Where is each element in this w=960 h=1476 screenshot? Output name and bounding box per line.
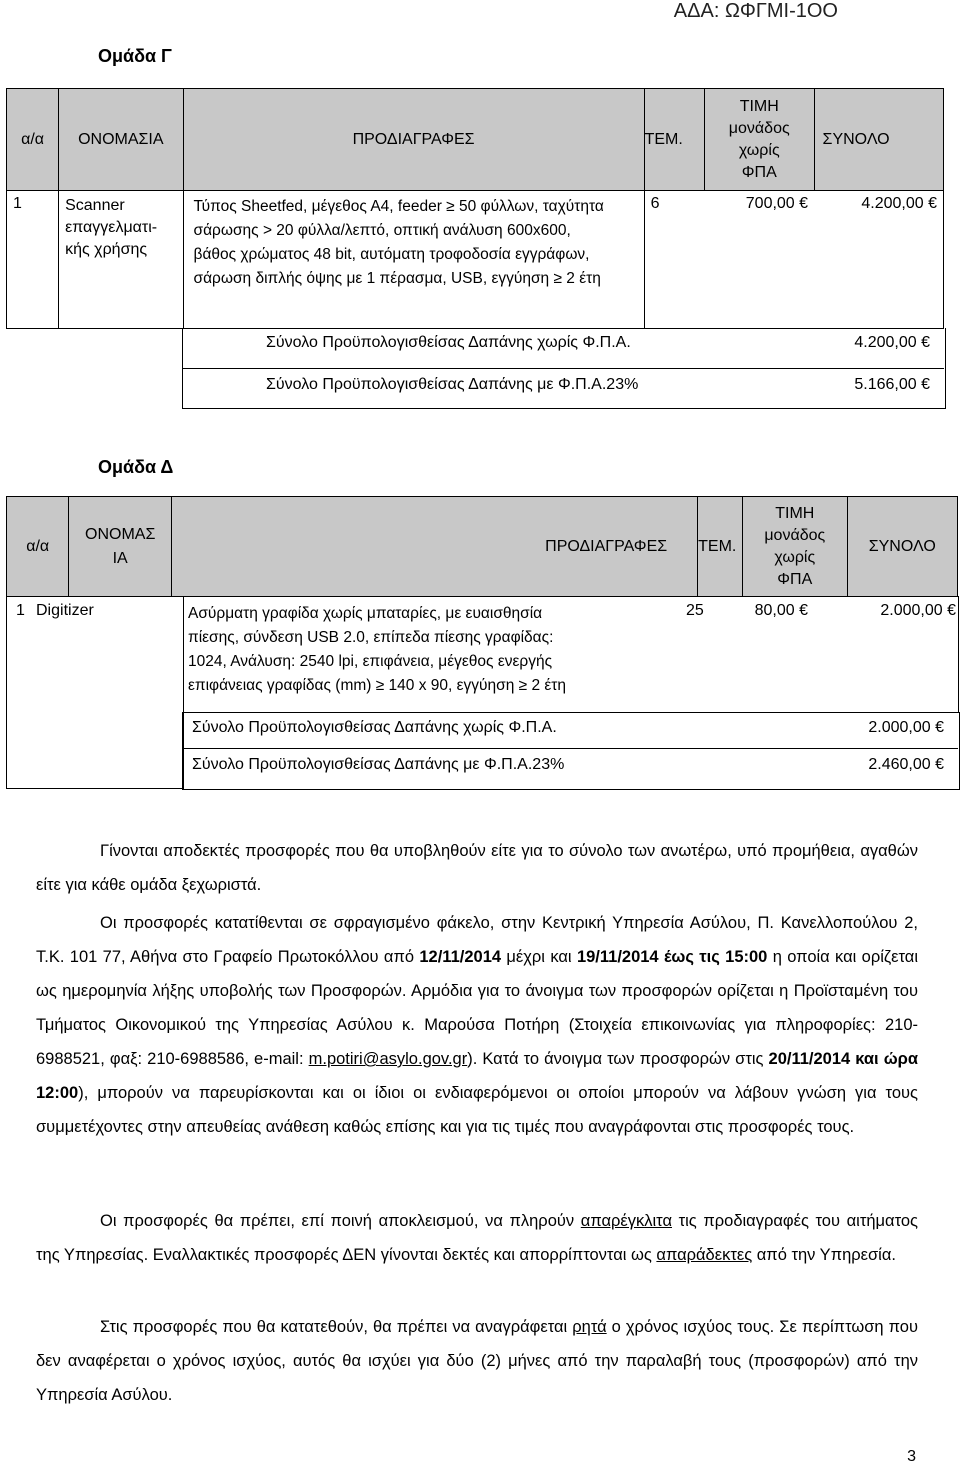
group-d-title: Ομάδα Δ xyxy=(98,457,174,477)
group-d-row-name: Digitizer xyxy=(36,602,94,619)
group-d-row-qty: 25 xyxy=(686,602,704,619)
col-unit-price: ΤΙΜΗ μονάδος χωρίς ΦΠΑ xyxy=(704,89,814,191)
group-d-row-total: 2.000,00 € xyxy=(880,602,956,619)
group-g-title: Ομάδα Γ xyxy=(98,46,172,66)
group-g-total-vat: Σύνολο Προϋπολογισθείσας Δαπάνης με Φ.Π.Α.23% 5.166,00 € xyxy=(266,376,930,393)
paragraph-4: Στις προσφορές που θα κατατεθούν, θα πρέπει να αναγράφεται ρητά ο χρόνος ισχύος τους. Σε περίπτωση που δεν αναφέρεται ο χρόνος ισχύος, αυτός θα ισχύει για δύο (2) μήνες από την παραλαβή τους (προσφορών) από την Υπηρεσία Ασύλου. xyxy=(36,1318,918,1404)
paragraph-3: Οι προσφορές θα πρέπει, επί ποινή αποκλεισμού, να πληρούν απαρέγκλιτα τις προδιαγραφές του αιτήματος της Υπηρεσίας. Εναλλακτικές προσφορές ΔΕΝ γίνονται δεκτές και απορρίπτονται ως απαράδεκτες από την Υπηρεσία. xyxy=(36,1212,918,1264)
row-unit-price: 700,00 € xyxy=(704,191,814,329)
group-d-row-aa: 1 xyxy=(16,602,25,619)
group-d-total-vat: Σύνολο Προϋπολογισθείσας Δαπάνης με Φ.Π.Α.23% 2.460,00 € xyxy=(192,756,944,773)
ada-code: ΑΔΑ: ΩΦΓΜΙ-1ΟΟ xyxy=(673,0,838,22)
group-d-total-no-vat: Σύνολο Προϋπολογισθείσας Δαπάνης χωρίς Φ.Π.Α. 2.000,00 € xyxy=(192,719,944,736)
paragraph-2: Οι προσφορές κατατίθενται σε σφραγισμένο φάκελο, στην Κεντρική Υπηρεσία Ασύλου, Π. Κανελλοπούλου 2, Τ.Κ. 101 77, Αθήνα στο Γραφείο Πρωτοκόλλου από 12/11/2014 μέχρι και 19/11/2014 έως τις 15:00 η οποία και ορίζεται ως ημερομηνία λήξης υποβολής των Προσφορών. Αρμόδια για το άνοιγμα των προσφορών ορίζεται η Προϊσταμένη του Τμήματος Οικονομικού της Υπηρεσίας Ασύλου κ. Μαρούσα Ποτήρη (Στοιχεία επικοινωνίας για πληροφορίες: 210-6988521, φαξ: 210-6988586, e-mail: m.potiri@asylo.gov.gr). Κατά το άνοιγμα των προσφορών στις 20/11/2014 και ώρα 12:00), μπορούν να παρευρίσκονται και οι ίδιοι οι ενδιαφερόμενοι οι οποίοι μπορούν να λάβουν γνώση για τους συμμετέχοντες στην απευθείας ανάθεση καθώς επίσης και για τις τιμές που αναγράφονται στις προσφορές τους. xyxy=(36,914,919,1136)
row-qty: 6 xyxy=(644,191,704,329)
group-g-table xyxy=(6,88,944,329)
col-name: ΟΝΟΜΑΣΙΑ xyxy=(59,89,183,191)
row-aa: 1 xyxy=(7,191,59,329)
col-specs: ΠΡΟΔΙΑΓΡΑΦΕΣ xyxy=(183,89,644,191)
paragraph-1: Γίνονται αποδεκτές προσφορές που θα υποβληθούν είτε για το σύνολο των ανωτέρω, υπό προμήθεια, αγαθών είτε για κάθε ομάδα ξεχωριστά. xyxy=(36,842,918,894)
row-name: Scanner επαγγελματι- κής χρήσης xyxy=(59,191,183,329)
group-d-row-specs: Ασύρματη γραφίδα χωρίς μπαταρίες, με ευαισθησία πίεσης, σύνδεση USB 2.0, επίπεδα πίεσης γραφίδας: 1024, Ανάλυση: 2540 lpi, επιφάνεια, μέγεθος ενεργής επιφάνειας γραφίδας (mm) ≥ 140 x 90, εγγύηση ≥ 2 έτη xyxy=(188,605,567,694)
group-d-total-divider xyxy=(182,748,958,749)
row-total: 4.200,00 € xyxy=(814,191,943,329)
col-aa: α/α xyxy=(7,89,59,191)
email-link[interactable]: m.potiri@asylo.gov.gr xyxy=(308,1050,468,1068)
col-specs: ΠΡΟΔΙΑΓΡΑΦΕΣ xyxy=(171,497,697,597)
col-qty: ΤΕΜ. xyxy=(644,89,704,191)
col-total: ΣΥΝΟΛΟ xyxy=(847,497,958,597)
group-g-total-no-vat: Σύνολο Προϋπολογισθείσας Δαπάνης χωρίς Φ.Π.Α. 4.200,00 € xyxy=(266,334,930,351)
table-row xyxy=(7,191,944,329)
col-aa: α/α xyxy=(7,497,69,597)
col-unit-price: ΤΙΜΗ μονάδος χωρίς ΦΠΑ xyxy=(743,497,847,597)
group-d-row-unit-price: 80,00 € xyxy=(754,602,808,619)
group-d-right-box xyxy=(672,596,959,712)
col-qty: ΤΕΜ. xyxy=(698,497,743,597)
group-d-left-box xyxy=(6,596,184,789)
group-g-total-divider xyxy=(182,368,944,369)
col-total: ΣΥΝΟΛΟ xyxy=(814,89,943,191)
page-number: 3 xyxy=(907,1448,916,1465)
group-d-table xyxy=(6,496,958,597)
row-specs: Τύπος Sheetfed, μέγεθος Α4, feeder ≥ 50 φύλλων, ταχύτητα σάρωσης > 20 φύλλα/λεπτό, οπτική ανάλυση 600x600, βάθος χρώματος 48 bit, αυτόματη τροφοδοσία εγγράφων, σάρωση διπλής όψης με 1 πέρασμα, USB, εγγύηση ≥ 2 έτη xyxy=(183,191,644,329)
col-name: ΟΝΟΜΑΣ ΙΑ xyxy=(69,497,172,597)
